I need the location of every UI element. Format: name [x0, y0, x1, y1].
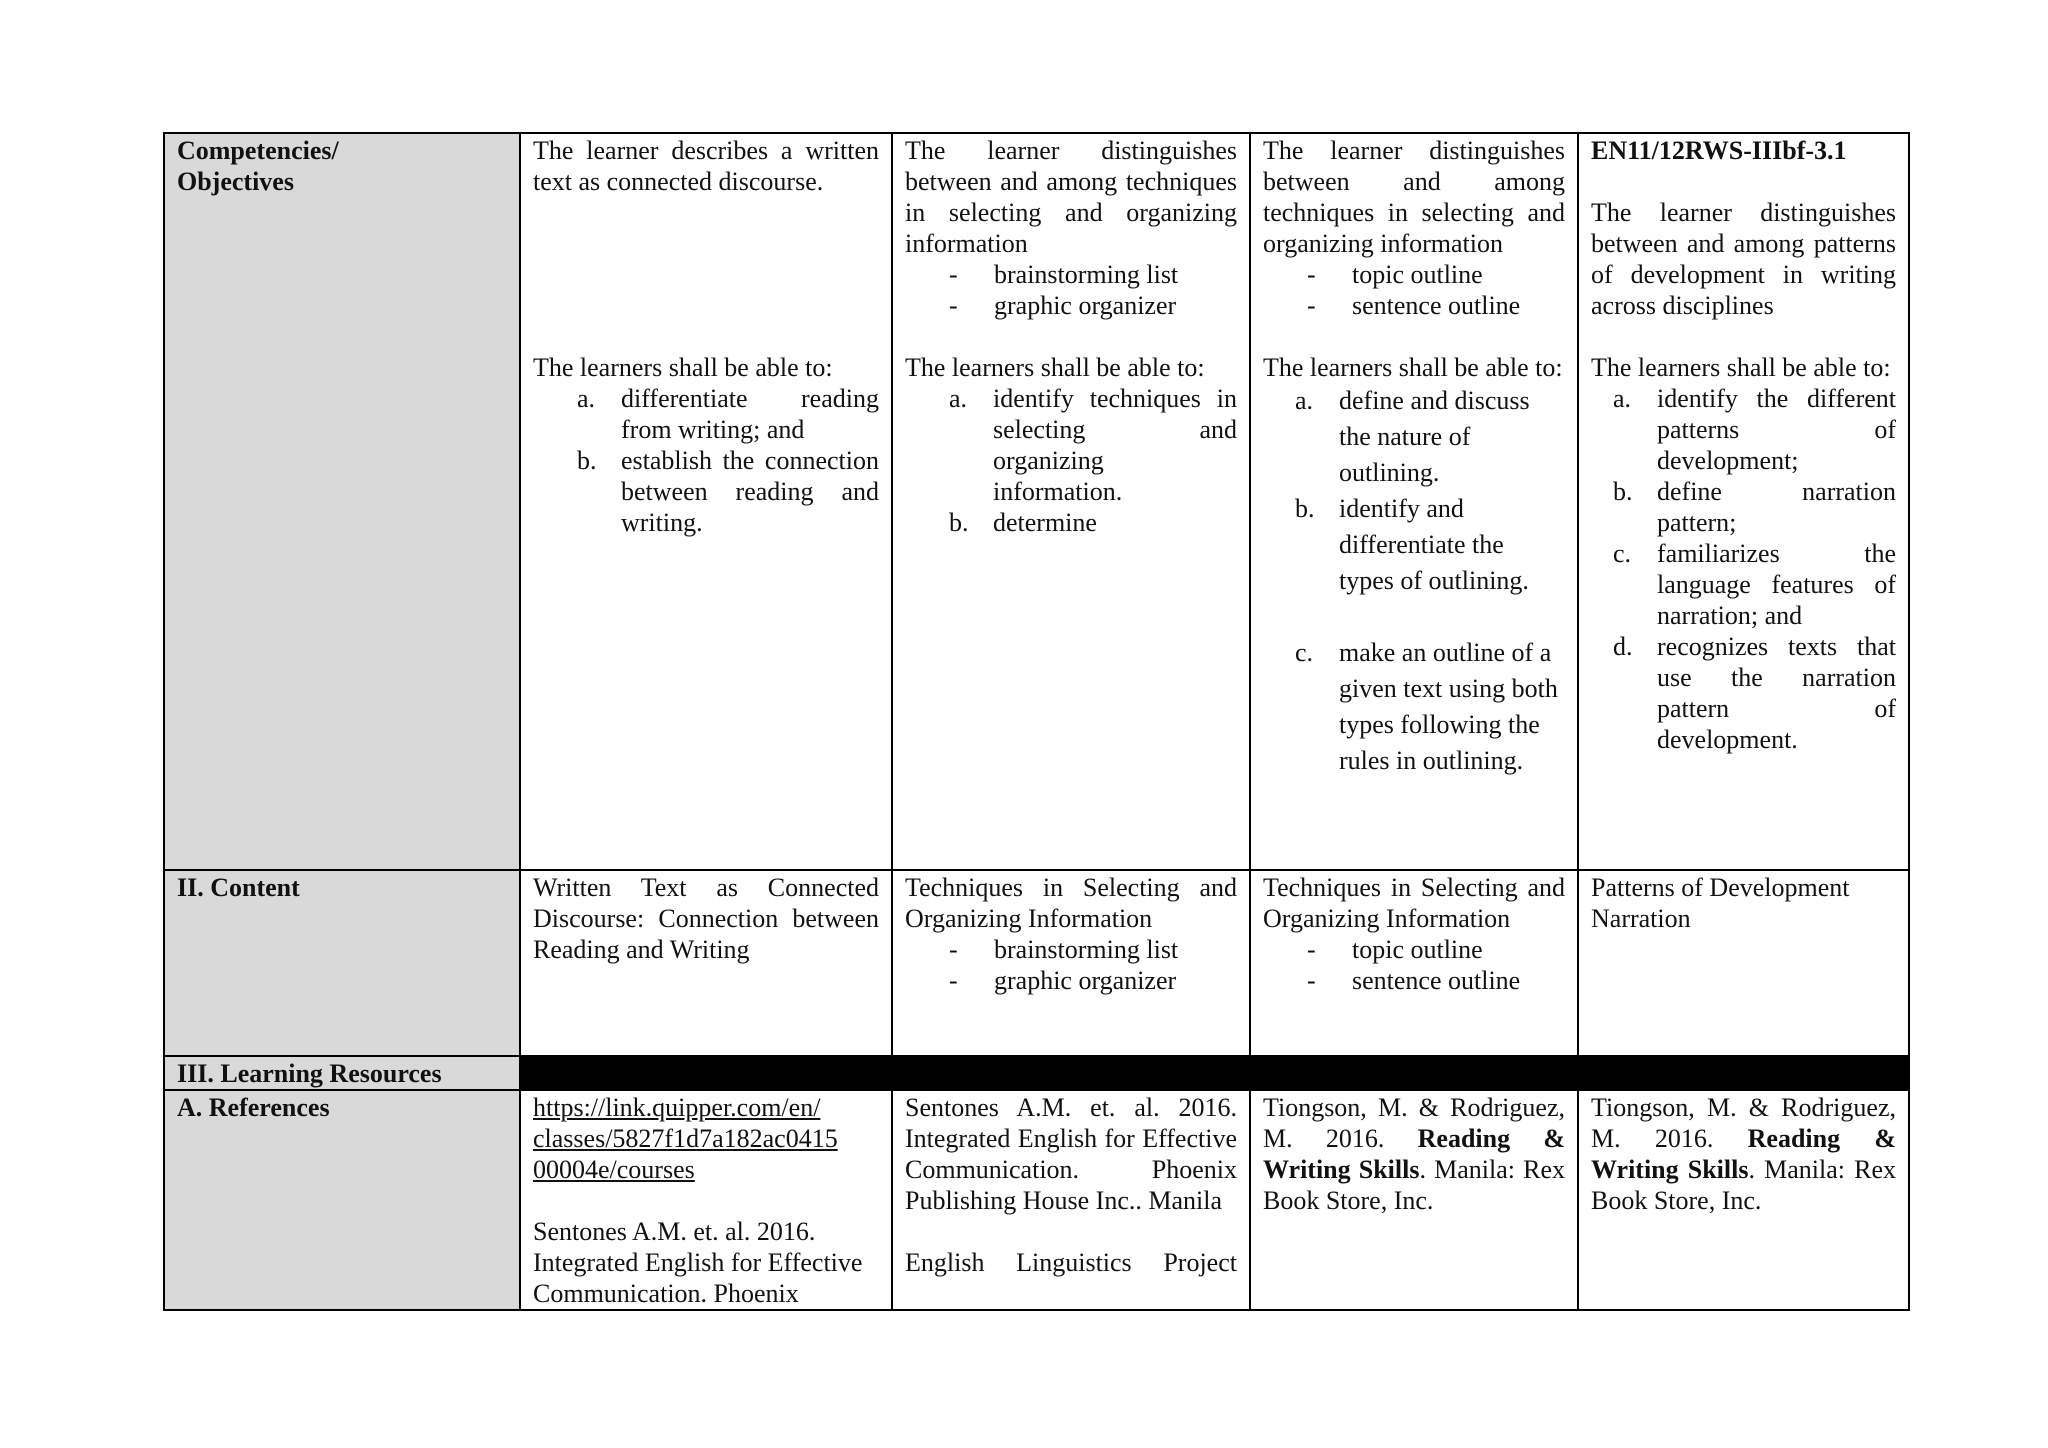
objectives-lead: The learners shall be able to: — [905, 353, 1205, 382]
resources-row — [164, 1056, 1909, 1090]
list-item: c. make an outline of a given text using both types following the rules in outlining. — [1295, 638, 1558, 775]
objectives-day1 — [520, 133, 892, 870]
reference-text: Sentones A.M. et. al. 2016. Integrated English for Effective Communication. Phoenix — [533, 1217, 863, 1308]
resources-label: III. Learning Resources — [164, 1056, 520, 1090]
content-day1: Written Text as Connected Discourse: Connection between Reading and Writing — [520, 870, 892, 1056]
list-item: - topic outline — [1307, 259, 1565, 290]
objectives-lead: The learners shall be able to: — [533, 353, 833, 382]
reference-text: Sentones A.M. et. al. 2016. Integrated English for Effective Communication. Phoenix Publishing House Inc.. Manila — [905, 1093, 1237, 1215]
list-item: - brainstorming list — [949, 934, 1237, 965]
list-item: b. define narration pattern; — [1613, 477, 1896, 537]
content-day3: Techniques in Selecting and Organizing Information - topic outline - sentence outline — [1250, 870, 1578, 1056]
references-label: A. References — [164, 1090, 520, 1310]
technique-list — [905, 259, 1237, 321]
list-item: - brainstorming list — [949, 259, 1237, 290]
list-item: b. identify and differentiate the types of outlining. — [1295, 494, 1529, 595]
objectives-day4 — [1578, 133, 1909, 870]
content-label: II. Content — [164, 870, 520, 1056]
list-item: - sentence outline — [1307, 965, 1565, 996]
list-item: - sentence outline — [1307, 290, 1565, 321]
list-item: - graphic organizer — [949, 965, 1237, 996]
outline-type-list — [1263, 934, 1565, 996]
lesson-plan-table — [163, 132, 1910, 1311]
objectives-label: Competencies/ Objectives — [164, 133, 520, 870]
competency-code: EN11/12RWS-IIIbf-3.1 — [1591, 136, 1847, 165]
competency-text: The learner distinguishes between and among techniques in selecting and organizing information — [1263, 136, 1565, 258]
list-item: c. familiarizes the language features of narration; and — [1613, 539, 1896, 630]
list-item: a. differentiate reading from writing; and — [577, 384, 879, 444]
content-day2: Techniques in Selecting and Organizing Information - brainstorming list - graphic organizer — [892, 870, 1250, 1056]
references-day2 — [892, 1090, 1250, 1310]
list-item: - graphic organizer — [949, 290, 1237, 321]
objectives-list — [905, 383, 1237, 538]
objectives-day2 — [892, 133, 1250, 870]
list-item: - topic outline — [1307, 934, 1565, 965]
list-item: a. identify techniques in selecting and organizing information. — [949, 384, 1237, 506]
content-day4: Patterns of Development Narration — [1578, 870, 1909, 1056]
competency-text: The learner describes a written text as connected discourse. — [533, 136, 879, 196]
list-item: b. establish the connection between reading and writing. — [577, 446, 879, 537]
objectives-row — [164, 133, 1909, 870]
list-item: a. identify the different patterns of development; — [1613, 384, 1896, 475]
objectives-lead: The learners shall be able to: — [1263, 353, 1563, 382]
objectives-list — [1591, 383, 1896, 755]
reference-text: English Linguistics Project — [905, 1248, 1237, 1277]
outline-type-list — [1263, 259, 1565, 321]
objectives-day3 — [1250, 133, 1578, 870]
competency-text: The learner distinguishes between and among techniques in selecting and organizing information — [905, 136, 1237, 258]
quipper-course-link[interactable]: https://link.quipper.com/en/ classes/5827f1d7a182ac0415 00004e/courses — [533, 1093, 838, 1184]
list-item: b. determine — [949, 508, 1097, 537]
references-row — [164, 1090, 1909, 1310]
list-item: a. define and discuss the nature of outlining. — [1295, 386, 1530, 487]
references-day3: Tiongson, M. & Rodriguez, M. 2016. Reading & Writing Skills. Manila: Rex Book Store, Inc. — [1250, 1090, 1578, 1310]
resources-header-bar — [520, 1056, 1909, 1090]
references-day4: Tiongson, M. & Rodriguez, M. 2016. Reading & Writing Skills. Manila: Rex Book Store, Inc. — [1578, 1090, 1909, 1310]
list-item: d. recognizes texts that use the narration pattern of development. — [1613, 632, 1896, 754]
competency-text: The learner distinguishes between and among patterns of development in writing across disciplines — [1591, 198, 1896, 320]
content-row — [164, 870, 1909, 1056]
objectives-lead: The learners shall be able to: — [1591, 353, 1891, 382]
objectives-list — [533, 383, 879, 538]
technique-list — [905, 934, 1237, 996]
references-day1 — [520, 1090, 892, 1310]
objectives-list — [1263, 383, 1565, 779]
